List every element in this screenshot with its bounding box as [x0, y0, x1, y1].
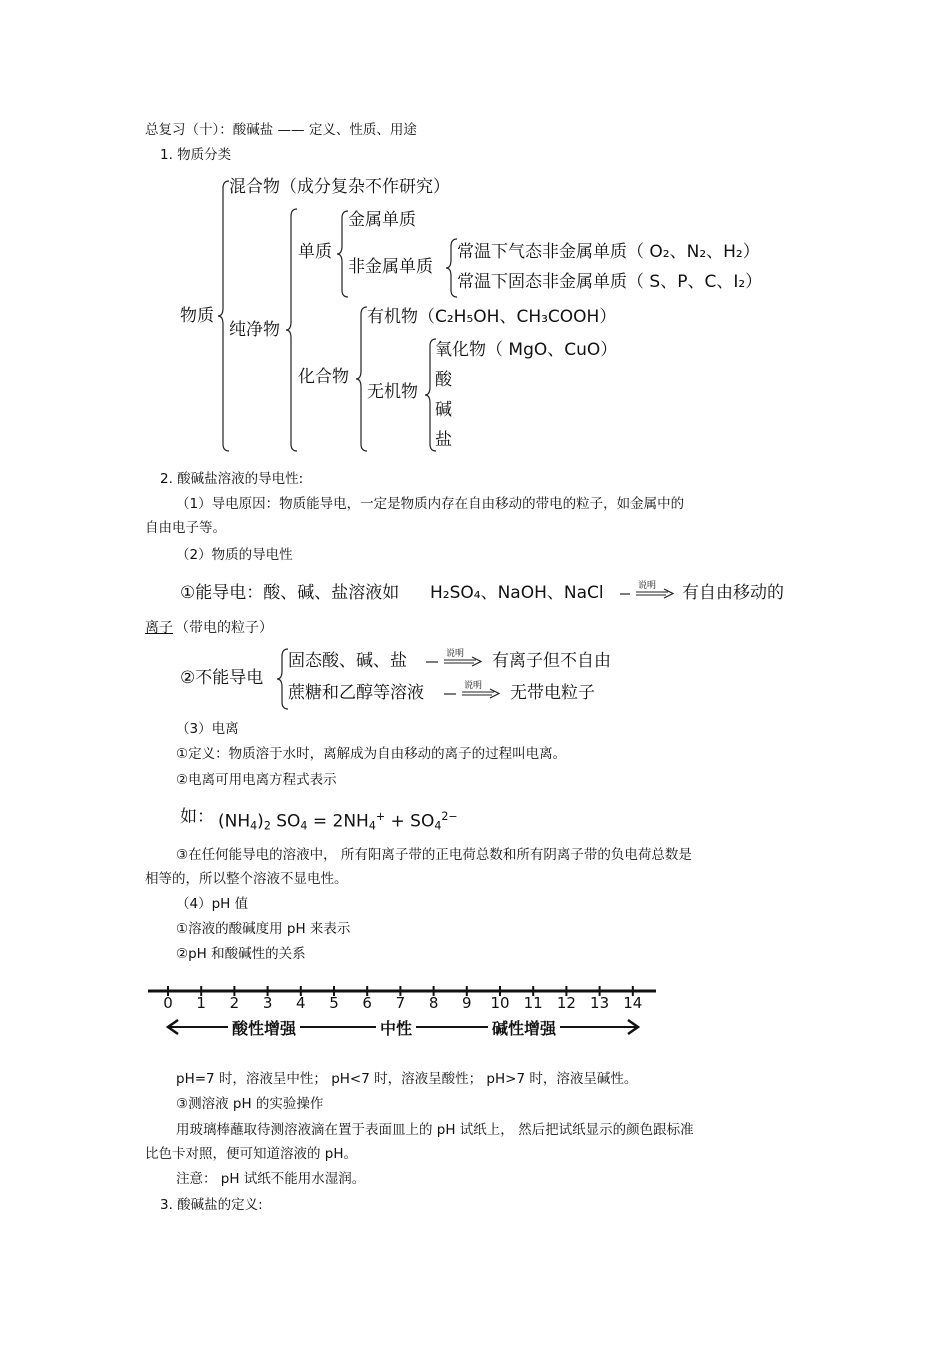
tree-element: 单质 — [298, 242, 332, 262]
subheading-conductivity: （2）物质的导电性 — [176, 547, 293, 563]
ph-tick-label: 0 — [163, 994, 173, 1012]
equation-prefix: 如： — [180, 807, 214, 827]
subheading-ph: （4）pH 值 — [176, 896, 249, 912]
ion-word: 离子 — [145, 620, 173, 636]
tree-acid: 酸 — [435, 370, 452, 390]
ionization-equation: $(NH_4)_2$ $SO_4 = 2NH_4^+ + SO_4^{2-}$ — [218, 810, 458, 833]
nonconduct-item-1: 固态酸、碱、盐 — [288, 651, 407, 671]
ion-note: （带电的粒子） — [175, 620, 273, 636]
ph-point-3: ③测溶液 pH 的实验操作 — [176, 1096, 324, 1112]
conduct-examples: H₂SO₄、NaOH、NaCl — [430, 583, 604, 603]
tree-nonmetal: 非金属单质 — [348, 257, 433, 277]
tree-root: 物质 — [180, 306, 214, 326]
charge-balance-1: ③在任何能导电的溶液中， 所有阳离子带的正电荷总数和所有阴离子带的负电荷总数是 — [176, 847, 692, 863]
paragraph-conduct-reason-1: （1）导电原因：物质能导电，一定是物质内存在自由移动的带电的粒子，如金属中的 — [176, 496, 685, 512]
ph-tick-label: 10 — [490, 994, 510, 1012]
section-2-heading: 2. 酸碱盐溶液的导电性: — [160, 471, 304, 487]
arrow-label: 说明 — [446, 649, 465, 659]
ionization-equation-intro: ②电离可用电离方程式表示 — [176, 772, 337, 788]
ionization-definition: ①定义：物质溶于水时，离解成为自由移动的离子的过程叫电离。 — [176, 746, 567, 762]
ph-scale-figure — [148, 982, 668, 1052]
tree-inorganic: 无机物 — [367, 382, 418, 402]
tree-gas: 常温下气态非金属单质（ O₂、N₂、H₂） — [457, 242, 760, 262]
section-3-heading: 3. 酸碱盐的定义: — [160, 1197, 263, 1213]
base-label: 碱性增强 — [488, 1016, 560, 1039]
tree-solid: 常温下固态非金属单质（ S、P、C、I₂） — [457, 272, 763, 292]
tree-organic: 有机物（C₂H₅OH、CH₃COOH） — [367, 307, 617, 327]
ph-point-2: ②pH 和酸碱性的关系 — [176, 946, 306, 962]
ph-tick-label: 6 — [362, 994, 372, 1012]
tree-metal: 金属单质 — [348, 210, 416, 230]
ph-tick-label: 1 — [196, 994, 206, 1012]
explain-arrow-3 — [442, 678, 502, 706]
ph-tick-label: 13 — [590, 994, 610, 1012]
explain-arrow-1 — [618, 578, 678, 606]
neutral-label: 中性 — [376, 1016, 416, 1039]
ph-tick-label: 2 — [229, 994, 240, 1012]
charge-balance-2: 相等的，所以整个溶液不显电性。 — [145, 871, 348, 887]
ph-tick-label: 5 — [329, 994, 339, 1012]
ph-tick-label: 12 — [556, 994, 576, 1012]
tree-base: 碱 — [435, 400, 452, 420]
nonconduct-item-2: 蔗糖和乙醇等溶液 — [288, 683, 424, 703]
tree-salt: 盐 — [435, 430, 452, 450]
nonconduct-result-1: 有离子但不自由 — [492, 651, 611, 671]
nonconduct-label: ②不能导电 — [180, 668, 264, 688]
ph-note: 注意： pH 试纸不能用水湿润。 — [176, 1171, 366, 1187]
ph-operation-2: 比色卡对照，便可知道溶液的 pH。 — [145, 1146, 358, 1162]
ph-point-1: ①溶液的酸碱度用 pH 来表示 — [176, 921, 351, 937]
ph-relation: pH=7 时，溶液呈中性； pH<7 时，溶液呈酸性； pH>7 时，溶液呈碱性。 — [176, 1071, 638, 1087]
subheading-ionization: （3）电离 — [176, 721, 239, 737]
tree-mixture: 混合物（成分复杂不作研究） — [229, 177, 450, 197]
conduct-result: 有自由移动的 — [682, 583, 784, 603]
section-1-heading: 1. 物质分类 — [160, 147, 232, 163]
brace-root — [217, 180, 231, 452]
paragraph-conduct-reason-2: 自由电子等。 — [145, 520, 226, 536]
ph-operation-1: 用玻璃棒蘸取待测溶液滴在置于表面皿上的 pH 试纸上， 然后把试纸显示的颜色跟标准 — [176, 1122, 694, 1138]
ph-tick-label: 11 — [523, 994, 543, 1012]
brace-pure — [285, 208, 299, 452]
ph-tick-label: 7 — [395, 994, 406, 1012]
tree-pure: 纯净物 — [229, 320, 280, 340]
conduct-statement: ①能导电：酸、碱、盐溶液如 — [180, 583, 400, 603]
ph-tick-label: 3 — [262, 994, 273, 1012]
tree-oxide: 氧化物（ MgO、CuO） — [435, 340, 618, 360]
acid-label: 酸性增强 — [228, 1016, 300, 1039]
explain-arrow-2 — [424, 646, 484, 674]
tree-compound: 化合物 — [298, 367, 349, 387]
ph-tick-label: 14 — [623, 994, 643, 1012]
page-title: 总复习（十）：酸碱盐 —— 定义、性质、用途 — [145, 122, 417, 138]
ph-tick-label: 8 — [428, 994, 439, 1012]
ph-tick-label: 4 — [296, 994, 306, 1012]
arrow-label: 说明 — [464, 681, 483, 691]
ph-tick-label: 9 — [462, 994, 472, 1012]
arrow-label: 说明 — [638, 581, 657, 591]
nonconduct-result-2: 无带电粒子 — [510, 683, 595, 703]
